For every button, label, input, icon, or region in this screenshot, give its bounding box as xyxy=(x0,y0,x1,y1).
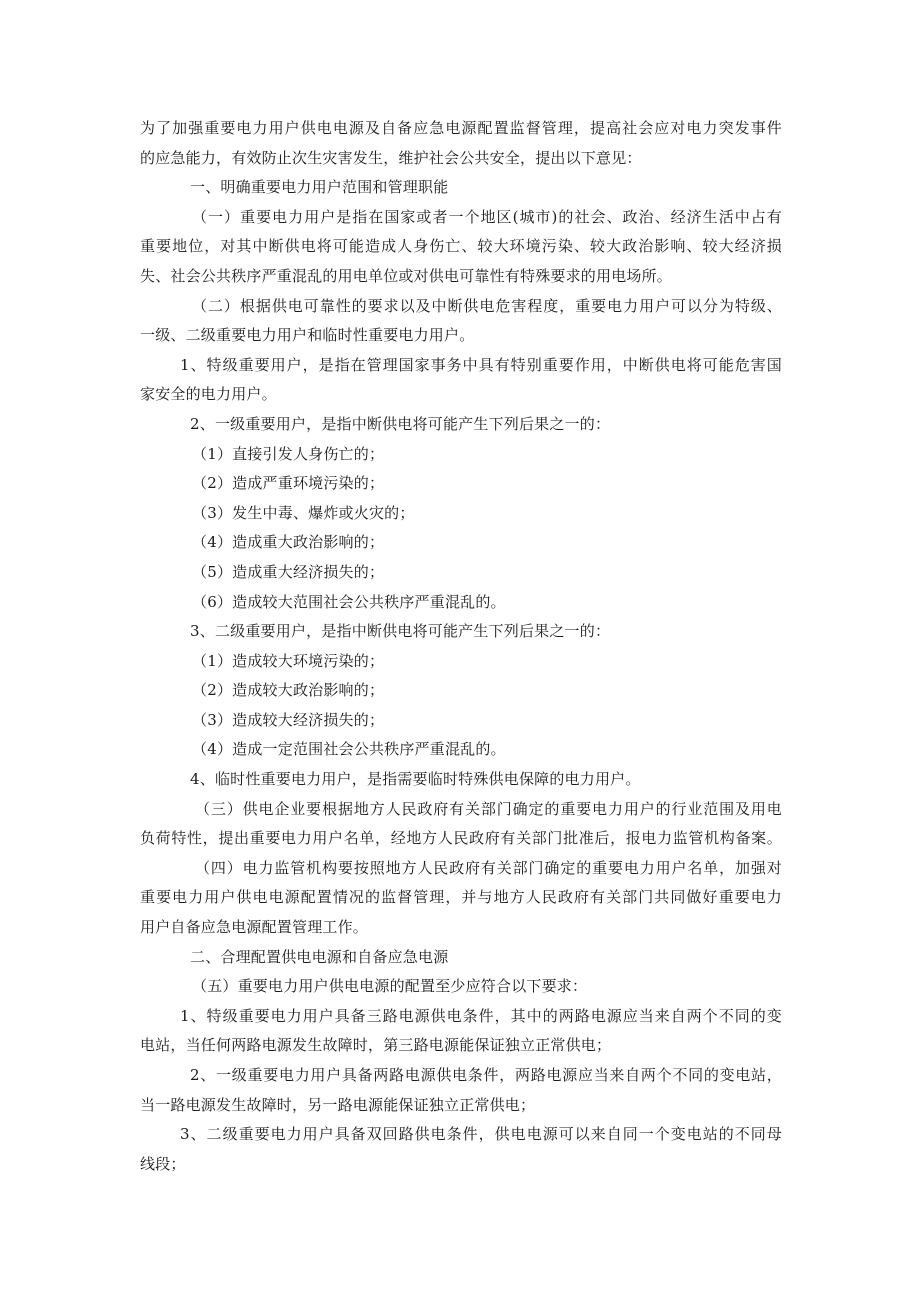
intro-paragraph-line: 的应急能力，有效防止次生灾害发生，维护社会公共安全，提出以下意见： xyxy=(140,148,642,167)
section-heading: 一、明确重要电力用户范围和管理职能 xyxy=(190,178,449,197)
intro-paragraph-line: 为了加强重要电力用户供电电源及自备应急电源配置监督管理，提高社会应对电力突发事件 xyxy=(140,119,782,137)
section-heading: 二、合理配置供电电源和自备应急电源 xyxy=(190,947,449,966)
clause-paragraph-line: （一）重要电力用户是指在国家或者一个地区(城市)的社会、政治、经济生活中占有 xyxy=(192,207,782,226)
sub-item-line: 1、特级重要电力用户具备三路电源供电条件，其中的两路电源应当来自两个不同的变 xyxy=(180,1006,782,1025)
clause-paragraph-line: （五）重要电力用户供电电源的配置至少应符合以下要求： xyxy=(192,977,588,996)
clause-paragraph-line: （四）电力监管机构要按照地方人民政府有关部门确定的重要电力用户名单，加强对 xyxy=(195,858,782,877)
list-item: （3）造成较大经济损失的； xyxy=(192,710,385,729)
sub-item-line: 4、临时性重要电力用户，是指需要临时特殊供电保障的电力用户。 xyxy=(190,770,641,789)
sub-item-line: 3、二级重要用户，是指中断供电将可能产生下列后果之一的： xyxy=(190,622,611,641)
sub-item-line: 3、二级重要电力用户具备双回路供电条件，供电电源可以来自同一个变电站的不同母 xyxy=(180,1125,782,1144)
clause-paragraph-line: 一级、二级重要电力用户和临时性重要电力用户。 xyxy=(140,326,475,345)
sub-item-line: 家安全的电力用户。 xyxy=(140,385,277,404)
document-body xyxy=(140,114,782,1179)
list-item: （5）造成重大经济损失的； xyxy=(192,562,385,581)
clause-paragraph-line: 重要电力用户供电电源配置情况的监督管理，并与地方人民政府有关部门共同做好重要电力 xyxy=(140,888,782,907)
list-item: （2）造成严重环境污染的； xyxy=(192,474,385,493)
list-item: （1）直接引发人身伤亡的； xyxy=(192,444,385,463)
clause-paragraph-line: （三）供电企业要根据地方人民政府有关部门确定的重要电力用户的行业范围及用电 xyxy=(195,799,782,818)
sub-item-line: 当一路电源发生故障时，另一路电源能保证独立正常供电； xyxy=(140,1095,536,1114)
clause-paragraph-line: 失、社会公共秩序严重混乱的用电单位或对供电可靠性有特殊要求的用电场所。 xyxy=(140,266,673,285)
list-item: （6）造成较大范围社会公共秩序严重混乱的。 xyxy=(192,592,506,611)
list-item: （4）造成一定范围社会公共秩序严重混乱的。 xyxy=(192,740,506,759)
list-item: （1）造成较大环境污染的； xyxy=(192,651,385,670)
clause-paragraph-line: 用户自备应急电源配置管理工作。 xyxy=(140,918,369,937)
sub-item-line: 1、特级重要用户，是指在管理国家事务中具有特别重要作用，中断供电将可能危害国 xyxy=(180,355,782,374)
list-item: （3）发生中毒、爆炸或火灾的； xyxy=(192,503,415,522)
list-item: （2）造成较大政治影响的； xyxy=(192,681,385,700)
clause-paragraph-line: （二）根据供电可靠性的要求以及中断供电危害程度，重要电力用户可以分为特级、 xyxy=(192,296,782,315)
sub-item-line: 线段； xyxy=(140,1154,186,1173)
clause-paragraph-line: 重要地位，对其中断供电将可能造成人身伤亡、较大环境污染、较大政治影响、较大经济损 xyxy=(140,237,782,256)
sub-item-line: 2、一级重要用户，是指中断供电将可能产生下列后果之一的： xyxy=(190,414,611,433)
sub-item-line: 2、一级重要电力用户具备两路电源供电条件，两路电源应当来自两个不同的变电站， xyxy=(190,1066,782,1084)
sub-item-line: 电站，当任何两路电源发生故障时，第三路电源能保证独立正常供电； xyxy=(140,1036,612,1055)
list-item: （4）造成重大政治影响的； xyxy=(192,533,385,552)
clause-paragraph-line: 负荷特性，提出重要电力用户名单，经地方人民政府有关部门批准后，报电力监管机构备案。 xyxy=(140,829,782,848)
